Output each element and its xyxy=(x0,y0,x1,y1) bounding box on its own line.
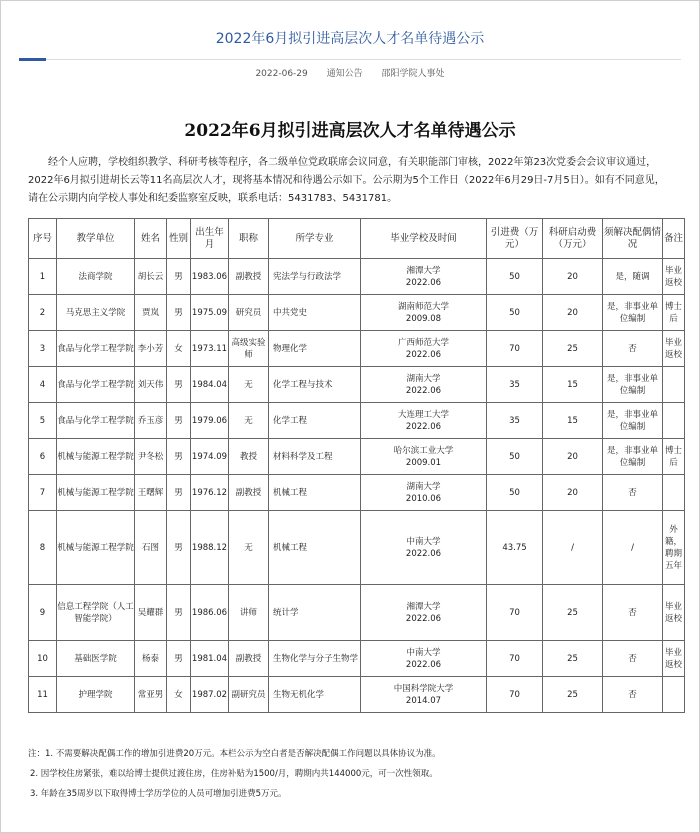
table-row xyxy=(29,367,685,403)
cell-research-fund: 15 xyxy=(543,367,603,403)
cell-index: 11 xyxy=(29,677,57,713)
cell-remark: 毕业返校 xyxy=(663,641,685,677)
cell-spouse: 是，随调 xyxy=(603,259,663,295)
cell-title: 无 xyxy=(229,367,269,403)
cell-major: 物理化学 xyxy=(269,331,361,367)
cell-research-fund: 20 xyxy=(543,475,603,511)
cell-remark: 博士后 xyxy=(663,295,685,331)
cell-name: 李小芳 xyxy=(135,331,167,367)
cell-title: 教授 xyxy=(229,439,269,475)
cell-major: 生物化学与分子生物学 xyxy=(269,641,361,677)
cell-birth: 1983.06 xyxy=(191,259,229,295)
cell-unit: 机械与能源工程学院 xyxy=(57,511,135,585)
header-divider xyxy=(46,59,681,60)
cell-research-fund: 25 xyxy=(543,331,603,367)
header-fee: 引进费（万元） xyxy=(487,219,543,259)
article-meta xyxy=(0,66,700,79)
cell-name: 杨泰 xyxy=(135,641,167,677)
cell-research-fund: 15 xyxy=(543,403,603,439)
cell-index: 7 xyxy=(29,475,57,511)
cell-fee: 43.75 xyxy=(487,511,543,585)
cell-major: 化学工程 xyxy=(269,403,361,439)
cell-spouse: / xyxy=(603,511,663,585)
table-header-row xyxy=(29,219,685,259)
cell-birth: 1973.11 xyxy=(191,331,229,367)
cell-unit: 食品与化学工程学院 xyxy=(57,403,135,439)
cell-index: 3 xyxy=(29,331,57,367)
cell-birth: 1987.02 xyxy=(191,677,229,713)
cell-unit: 护理学院 xyxy=(57,677,135,713)
cell-fee: 35 xyxy=(487,367,543,403)
table-row xyxy=(29,259,685,295)
cell-school: 哈尔滨工业大学 2009.01 xyxy=(361,439,487,475)
cell-index: 6 xyxy=(29,439,57,475)
header-unit: 教学单位 xyxy=(57,219,135,259)
header-birth: 出生年月 xyxy=(191,219,229,259)
cell-title: 副研究员 xyxy=(229,677,269,713)
cell-index: 2 xyxy=(29,295,57,331)
talent-table xyxy=(28,218,685,713)
cell-name: 乔玉彦 xyxy=(135,403,167,439)
cell-unit: 马克思主义学院 xyxy=(57,295,135,331)
cell-remark: 毕业返校 xyxy=(663,585,685,641)
cell-research-fund: / xyxy=(543,511,603,585)
table-row xyxy=(29,641,685,677)
cell-spouse: 是，非事业单位编制 xyxy=(603,403,663,439)
cell-gender: 男 xyxy=(167,403,191,439)
cell-gender: 男 xyxy=(167,641,191,677)
cell-spouse: 否 xyxy=(603,641,663,677)
cell-major: 机械工程 xyxy=(269,511,361,585)
header-school: 毕业学校及时间 xyxy=(361,219,487,259)
cell-remark: 外籍，聘期五年 xyxy=(663,511,685,585)
header-title: 职称 xyxy=(229,219,269,259)
cell-gender: 男 xyxy=(167,367,191,403)
source-label: 邵阳学院人事处 xyxy=(381,69,445,79)
cell-major: 化学工程与技术 xyxy=(269,367,361,403)
cell-gender: 女 xyxy=(167,331,191,367)
note-item: 3. 年龄在35周岁以下取得博士学历学位的人员可增加引进费5万元。 xyxy=(30,789,287,799)
header-major: 所学专业 xyxy=(269,219,361,259)
cell-major: 生物无机化学 xyxy=(269,677,361,713)
cell-birth: 1974.09 xyxy=(191,439,229,475)
cell-spouse: 否 xyxy=(603,475,663,511)
cell-remark xyxy=(663,367,685,403)
cell-spouse: 是，非事业单位编制 xyxy=(603,295,663,331)
cell-school: 湘潭大学 2022.06 xyxy=(361,585,487,641)
table-row xyxy=(29,511,685,585)
cell-title: 副教授 xyxy=(229,475,269,511)
table-row xyxy=(29,295,685,331)
cell-unit: 法商学院 xyxy=(57,259,135,295)
cell-fee: 50 xyxy=(487,475,543,511)
header-index: 序号 xyxy=(29,219,57,259)
cell-major: 中共党史 xyxy=(269,295,361,331)
cell-gender: 男 xyxy=(167,475,191,511)
cell-title: 无 xyxy=(229,511,269,585)
cell-remark: 博士后 xyxy=(663,439,685,475)
cell-index: 10 xyxy=(29,641,57,677)
cell-fee: 50 xyxy=(487,295,543,331)
publish-date: 2022-06-29 xyxy=(255,69,308,79)
cell-remark xyxy=(663,403,685,439)
cell-unit: 机械与能源工程学院 xyxy=(57,475,135,511)
cell-name: 常亚男 xyxy=(135,677,167,713)
cell-school: 湖南大学 2022.06 xyxy=(361,367,487,403)
cell-gender: 男 xyxy=(167,585,191,641)
table-row xyxy=(29,677,685,713)
cell-gender: 男 xyxy=(167,511,191,585)
table-row xyxy=(29,331,685,367)
cell-name: 胡长云 xyxy=(135,259,167,295)
cell-unit: 食品与化学工程学院 xyxy=(57,367,135,403)
cell-name: 王曙辉 xyxy=(135,475,167,511)
cell-birth: 1976.12 xyxy=(191,475,229,511)
cell-index: 9 xyxy=(29,585,57,641)
cell-index: 1 xyxy=(29,259,57,295)
cell-name: 吴耀群 xyxy=(135,585,167,641)
cell-birth: 1984.04 xyxy=(191,367,229,403)
table-row xyxy=(29,439,685,475)
cell-birth: 1981.04 xyxy=(191,641,229,677)
cell-fee: 50 xyxy=(487,439,543,475)
cell-school: 大连理工大学 2022.06 xyxy=(361,403,487,439)
cell-research-fund: 25 xyxy=(543,641,603,677)
header-name: 姓名 xyxy=(135,219,167,259)
cell-school: 广西师范大学 2022.06 xyxy=(361,331,487,367)
cell-title: 讲师 xyxy=(229,585,269,641)
cell-title: 副教授 xyxy=(229,641,269,677)
cell-remark xyxy=(663,677,685,713)
cell-school: 中国科学院大学 2014.07 xyxy=(361,677,487,713)
cell-index: 4 xyxy=(29,367,57,403)
cell-fee: 35 xyxy=(487,403,543,439)
cell-school: 湖南大学 2010.06 xyxy=(361,475,487,511)
cell-gender: 男 xyxy=(167,295,191,331)
cell-research-fund: 20 xyxy=(543,259,603,295)
cell-gender: 女 xyxy=(167,677,191,713)
cell-spouse: 否 xyxy=(603,677,663,713)
article-intro: 经个人应聘，学校组织教学、科研考核等程序，各二级单位党政联席会议同意，有关职能部门审核，2022年第23次党委会会议审议通过，2022年6月拟引进胡长云等11名高层次人才，现将基本情况和待遇公示如下。公示期为5个工作日（2022年6月29日-7月5日）。如有不同意见，请在公示期内向学校人事处和纪委监察室反映，联系电话：5431783、5431781。 xyxy=(28,157,665,204)
cell-remark: 毕业返校 xyxy=(663,331,685,367)
note-item: 注：1. 不需要解决配偶工作的增加引进费20万元。本栏公示为空白者是否解决配偶工作问题以具体协议为准。 xyxy=(28,749,441,759)
cell-school: 湖南师范大学 2009.08 xyxy=(361,295,487,331)
header-spouse: 须解决配偶情况 xyxy=(603,219,663,259)
cell-major: 材料科学及工程 xyxy=(269,439,361,475)
cell-fee: 50 xyxy=(487,259,543,295)
cell-index: 8 xyxy=(29,511,57,585)
header-remark: 备注 xyxy=(663,219,685,259)
header-gender: 性别 xyxy=(167,219,191,259)
cell-research-fund: 25 xyxy=(543,677,603,713)
note-item: 2. 因学校住房紧张，难以给博士提供过渡住房，住房补贴为1500/月，聘期内共144000元，可一次性领取。 xyxy=(30,769,438,779)
table-row xyxy=(29,475,685,511)
header-research-fund: 科研启动费（万元） xyxy=(543,219,603,259)
cell-index: 5 xyxy=(29,403,57,439)
cell-gender: 男 xyxy=(167,259,191,295)
article-title: 2022年6月拟引进高层次人才名单待遇公示 xyxy=(184,121,516,141)
cell-school: 中南大学 2022.06 xyxy=(361,641,487,677)
cell-school: 中南大学 2022.06 xyxy=(361,511,487,585)
title-accent-bar xyxy=(19,58,46,61)
cell-title: 无 xyxy=(229,403,269,439)
cell-remark: 毕业返校 xyxy=(663,259,685,295)
category-link[interactable]: 通知公告 xyxy=(326,69,363,79)
table-row xyxy=(29,403,685,439)
cell-major: 机械工程 xyxy=(269,475,361,511)
table-row xyxy=(29,585,685,641)
cell-research-fund: 25 xyxy=(543,585,603,641)
cell-name: 贾岚 xyxy=(135,295,167,331)
cell-unit: 食品与化学工程学院 xyxy=(57,331,135,367)
cell-school: 湘潭大学 2022.06 xyxy=(361,259,487,295)
cell-fee: 70 xyxy=(487,331,543,367)
cell-major: 统计学 xyxy=(269,585,361,641)
cell-name: 石图 xyxy=(135,511,167,585)
cell-remark xyxy=(663,475,685,511)
cell-research-fund: 20 xyxy=(543,295,603,331)
cell-title: 副教授 xyxy=(229,259,269,295)
cell-birth: 1979.06 xyxy=(191,403,229,439)
table-notes xyxy=(28,744,678,804)
cell-birth: 1975.09 xyxy=(191,295,229,331)
cell-unit: 信息工程学院（人工智能学院） xyxy=(57,585,135,641)
cell-spouse: 否 xyxy=(603,331,663,367)
cell-name: 刘天伟 xyxy=(135,367,167,403)
cell-fee: 70 xyxy=(487,677,543,713)
cell-fee: 70 xyxy=(487,585,543,641)
cell-research-fund: 20 xyxy=(543,439,603,475)
cell-spouse: 是，非事业单位编制 xyxy=(603,439,663,475)
header-title: 2022年6月拟引进高层次人才名单待遇公示 xyxy=(215,31,485,47)
cell-fee: 70 xyxy=(487,641,543,677)
cell-birth: 1986.06 xyxy=(191,585,229,641)
cell-unit: 机械与能源工程学院 xyxy=(57,439,135,475)
cell-name: 尹冬松 xyxy=(135,439,167,475)
cell-unit: 基础医学院 xyxy=(57,641,135,677)
cell-spouse: 否 xyxy=(603,585,663,641)
cell-birth: 1988.12 xyxy=(191,511,229,585)
cell-gender: 男 xyxy=(167,439,191,475)
cell-major: 宪法学与行政法学 xyxy=(269,259,361,295)
cell-title: 高级实验师 xyxy=(229,331,269,367)
cell-title: 研究员 xyxy=(229,295,269,331)
cell-spouse: 是，非事业单位编制 xyxy=(603,367,663,403)
